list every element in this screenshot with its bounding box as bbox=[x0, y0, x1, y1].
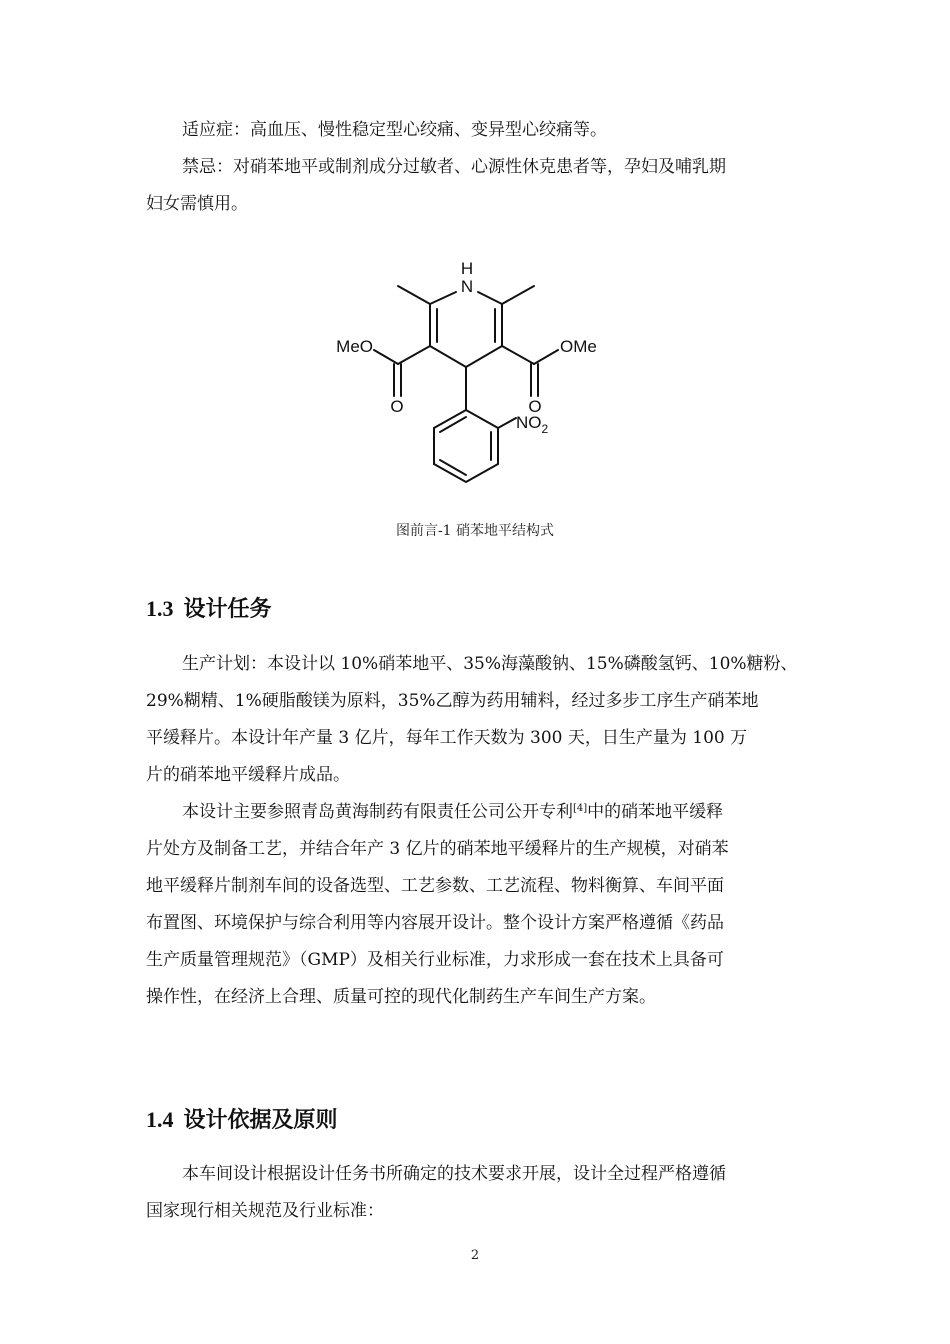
methyl-bond bbox=[398, 286, 430, 304]
benzene-double-bond bbox=[440, 417, 466, 432]
paragraph-line: 生产质量管理规范》（GMP）及相关行业标准，力求形成一套在技术上具备可 bbox=[146, 950, 724, 970]
nitro-bond bbox=[498, 418, 516, 428]
design-basis-paragraph bbox=[146, 1156, 810, 1230]
benzene-double-bond bbox=[440, 460, 466, 475]
no2-main: NO bbox=[516, 413, 542, 432]
figure-caption: 图前言-1 硝苯地平结构式 bbox=[395, 523, 555, 539]
contraindications-paragraph bbox=[146, 149, 810, 223]
atom-label-no2 bbox=[516, 413, 549, 436]
paragraph-line bbox=[146, 794, 810, 831]
paragraph-line: 布置图、环境保护与综合利用等内容展开设计。整个设计方案严格遵循《药品 bbox=[146, 913, 724, 933]
ester-bond bbox=[534, 350, 558, 364]
paragraph-line: 平缓释片。本设计年产量 3 亿片，每年工作天数为 300 天，日生产量为 100 万 bbox=[146, 728, 748, 748]
section-number: 1.3 bbox=[146, 596, 174, 621]
line-text: 本设计主要参照青岛黄海制药有限责任公司公开专利 bbox=[182, 802, 573, 822]
citation-ref: [4] bbox=[573, 803, 588, 814]
ester-bond bbox=[502, 346, 534, 364]
ring-bond bbox=[430, 292, 456, 304]
section-heading-1-4 bbox=[146, 1103, 338, 1134]
atom-label-h: H bbox=[460, 259, 474, 278]
ring-bond bbox=[478, 292, 502, 304]
paragraph-line: 生产计划：本设计以 10%硝苯地平、35%海藻酸钠、15%磷酸氢钙、10%糖粉、 bbox=[182, 654, 798, 674]
contraindications-line: 禁忌：对硝苯地平或制剂成分过敏者、心源性休克患者等，孕妇及哺乳期 bbox=[182, 157, 726, 177]
atom-label-ome: OMe bbox=[560, 337, 597, 356]
paragraph-line: 片处方及制备工艺，并结合年产 3 亿片的硝苯地平缓释片的生产规模，对硝苯 bbox=[146, 839, 729, 859]
design-reference-paragraph bbox=[146, 794, 810, 1016]
benzene-ring bbox=[434, 410, 498, 482]
no2-subscript: 2 bbox=[541, 422, 549, 436]
section-heading-1-3 bbox=[146, 592, 272, 623]
paragraph-line: 操作性，在经济上合理、质量可控的现代化制药生产车间生产方案。 bbox=[146, 987, 656, 1007]
atom-label-o-left: O bbox=[390, 397, 404, 416]
structure-svg bbox=[320, 252, 620, 508]
atom-label-meo: MeO bbox=[336, 337, 373, 356]
paragraph-line: 本车间设计根据设计任务书所确定的技术要求开展，设计全过程严格遵循 bbox=[182, 1164, 726, 1184]
methyl-bond bbox=[502, 286, 534, 304]
atom-label-n: N bbox=[460, 277, 474, 296]
contraindications-line: 妇女需慎用。 bbox=[146, 194, 248, 214]
page-number: 2 bbox=[470, 1248, 480, 1263]
atom-label-o-right: O bbox=[528, 397, 542, 416]
ester-bond bbox=[398, 346, 430, 364]
ring-bond bbox=[466, 346, 502, 367]
nifedipine-structure-figure bbox=[320, 252, 620, 508]
section-title: 设计依据及原则 bbox=[183, 1108, 338, 1133]
indications-line: 适应症：高血压、慢性稳定型心绞痛、变异型心绞痛等。 bbox=[182, 120, 607, 140]
ester-bond bbox=[374, 350, 398, 364]
line-text: 中的硝苯地平缓释 bbox=[587, 802, 724, 822]
production-plan-paragraph bbox=[146, 646, 810, 794]
paragraph-line: 29%糊精、1%硬脂酸镁为原料，35%乙醇为药用辅料，经过多步工序生产硝苯地 bbox=[146, 691, 759, 711]
section-number: 1.4 bbox=[146, 1107, 174, 1132]
paragraph-line: 国家现行相关规范及行业标准： bbox=[146, 1201, 384, 1221]
ring-bond bbox=[430, 346, 466, 367]
indications-paragraph bbox=[146, 112, 810, 149]
paragraph-line: 片的硝苯地平缓释片成品。 bbox=[146, 765, 350, 785]
paragraph-line: 地平缓释片制剂车间的设备选型、工艺参数、工艺流程、物料衡算、车间平面 bbox=[146, 876, 724, 896]
section-title: 设计任务 bbox=[183, 597, 272, 622]
